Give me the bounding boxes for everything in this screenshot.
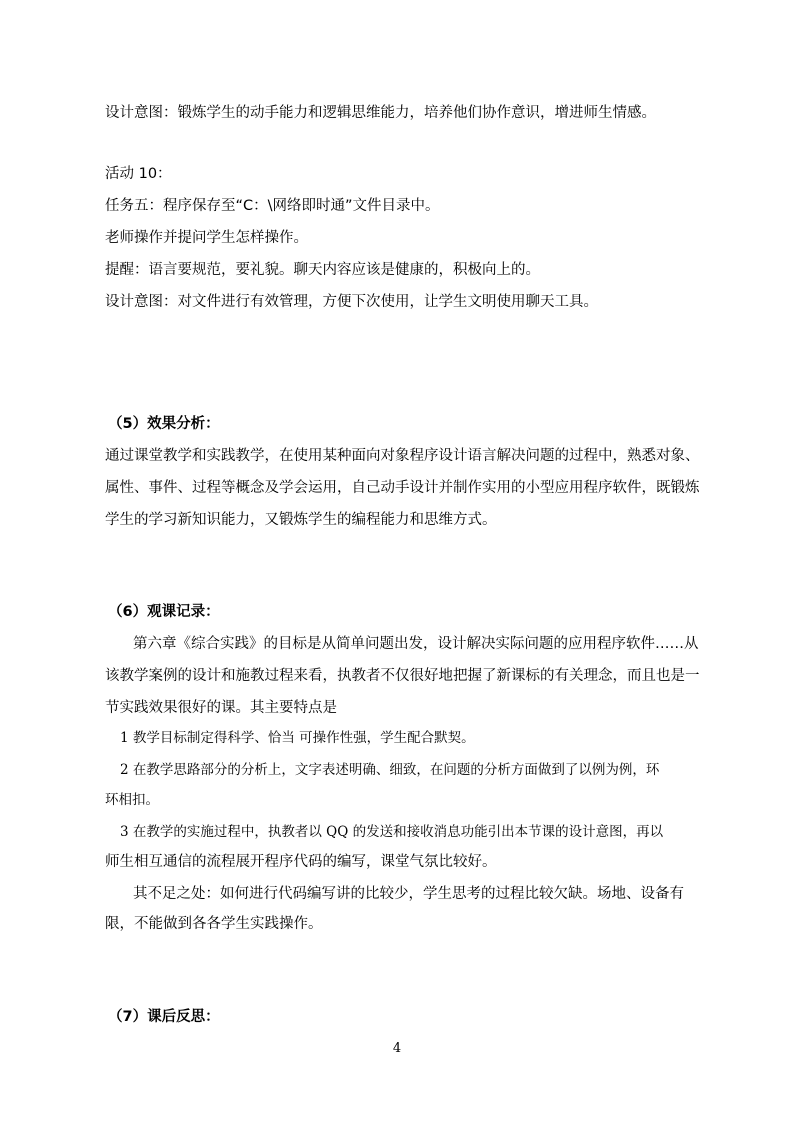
observation-line-3: 节实践效果很好的课。其主要特点是	[105, 700, 337, 716]
design-intent-2: 设计意图：对文件进行有效管理，方便下次使用，让学生文明使用聊天工具。	[105, 294, 598, 310]
shortcomings-line-2: 限，不能做到各各学生实践操作。	[105, 916, 323, 932]
observation-line-1: 第六章《综合实践》的目标是从简单问题出发，设计解决实际问题的应用程序软件……从	[133, 636, 699, 652]
reminder: 提醒：语言要规范，要礼貌。聊天内容应该是健康的，积极向上的。	[105, 262, 540, 278]
effect-analysis-line-1: 通过课堂教学和实践教学，在使用某种面向对象程序设计语言解决问题的过程中，熟悉对象、	[105, 448, 700, 464]
task-five: 任务五：程序保存至“C：\网络即时通”文件目录中。	[105, 198, 440, 214]
effect-analysis-line-3: 学生的学习新知识能力，又锻炼学生的编程能力和思维方式。	[105, 512, 497, 528]
teacher-operation: 老师操作并提问学生怎样操作。	[105, 230, 308, 246]
feature-item-2-cont: 环相扣。	[105, 792, 159, 808]
effect-analysis-line-2: 属性、事件、过程等概念及学会运用，自己动手设计并制作实用的小型应用程序软件，既锻炼	[105, 480, 700, 496]
observation-line-2: 该教学案例的设计和施教过程来看，执教者不仅很好地把握了新课标的有关理念，而且也是一	[105, 668, 700, 684]
feature-item-2: 2 在教学思路部分的分析上，文字表述明确、细致，在问题的分析方面做到了以例为例，环	[120, 762, 660, 778]
section-heading-reflection: （7）课后反思：	[108, 1009, 220, 1025]
design-intent-1: 设计意图：锻炼学生的动手能力和逻辑思维能力，培养他们协作意识，增进师生情感。	[105, 105, 656, 121]
shortcomings-line-1: 其不足之处：如何进行代码编写讲的比较少，学生思考的过程比较欠缺。场地、设备有	[133, 886, 684, 902]
feature-item-3: 3 在教学的实施过程中，执教者以 QQ 的发送和接收消息功能引出本节课的设计意图，再以	[120, 824, 664, 840]
section-heading-observation: （6）观课记录：	[108, 604, 220, 620]
feature-item-3-cont: 师生相互通信的流程展开程序代码的编写，课堂气氛比较好。	[105, 854, 497, 870]
section-heading-effect-analysis: （5）效果分析：	[108, 416, 220, 432]
page-number: 4	[392, 1041, 402, 1056]
feature-item-1: 1 教学目标制定得科学、恰当 可操作性强，学生配合默契。	[120, 730, 475, 746]
activity-10-label: 活动 10：	[105, 166, 172, 182]
